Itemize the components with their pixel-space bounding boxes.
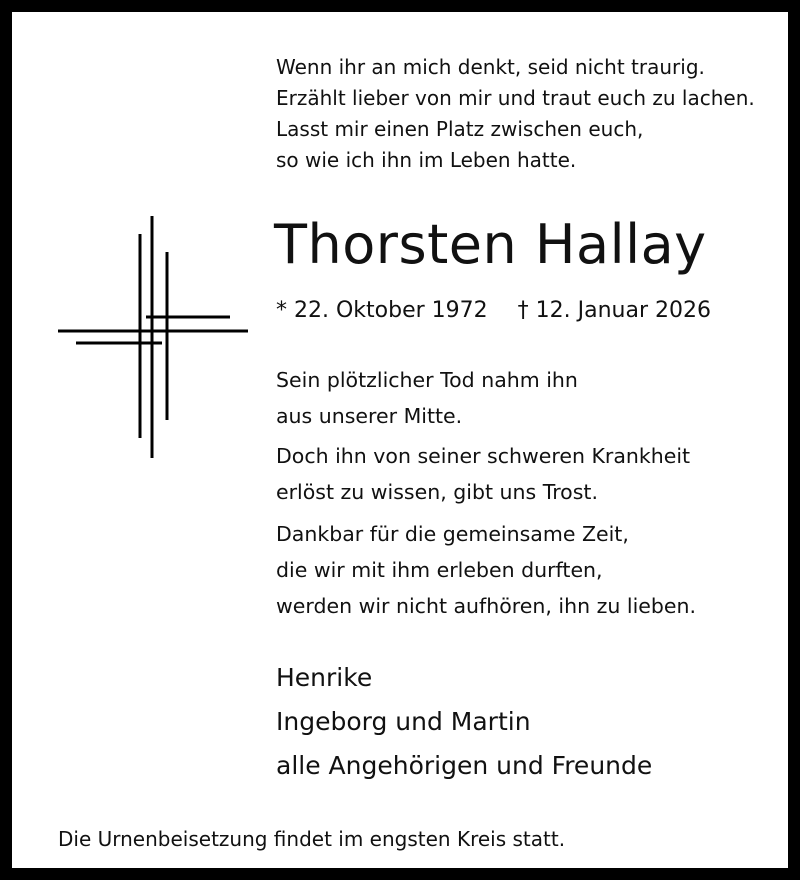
life-dates xyxy=(276,296,711,326)
birth-date: * 22. Oktober 1972 xyxy=(276,298,488,323)
mourner-name: alle Angehörigen und Freunde xyxy=(276,751,653,780)
poem xyxy=(276,52,796,176)
mourner-name: Henrike xyxy=(276,663,373,692)
paragraph-line: aus unserer Mitte. xyxy=(276,404,463,428)
mourners-list xyxy=(276,656,652,788)
line-cross-icon xyxy=(52,210,252,460)
paragraph-line: werden wir nicht aufhören, ihn zu lieben. xyxy=(276,594,697,618)
poem-line: so wie ich ihn im Leben hatte. xyxy=(276,148,577,172)
paragraph-line: Sein plötzlicher Tod nahm ihn xyxy=(276,368,578,392)
mourner-name: Ingeborg und Martin xyxy=(276,707,531,736)
paragraph xyxy=(276,438,796,510)
paragraph-line: erlöst zu wissen, gibt uns Trost. xyxy=(276,480,598,504)
poem-line: Wenn ihr an mich denkt, seid nicht traurig. xyxy=(276,55,705,79)
deceased-name: Thorsten Hallay xyxy=(274,213,707,276)
paragraph xyxy=(276,362,796,434)
paragraph-line: die wir mit ihm erleben durften, xyxy=(276,558,603,582)
closing-note: Die Urnenbeisetzung findet im engsten Kreis statt. xyxy=(58,827,566,851)
poem-line: Erzählt lieber von mir und traut euch zu lachen. xyxy=(276,86,755,110)
paragraph xyxy=(276,516,796,624)
death-date: † 12. Januar 2026 xyxy=(517,298,711,323)
paragraph-line: Doch ihn von seiner schweren Krankheit xyxy=(276,444,691,468)
paragraph-line: Dankbar für die gemeinsame Zeit, xyxy=(276,522,629,546)
poem-line: Lasst mir einen Platz zwischen euch, xyxy=(276,117,644,141)
